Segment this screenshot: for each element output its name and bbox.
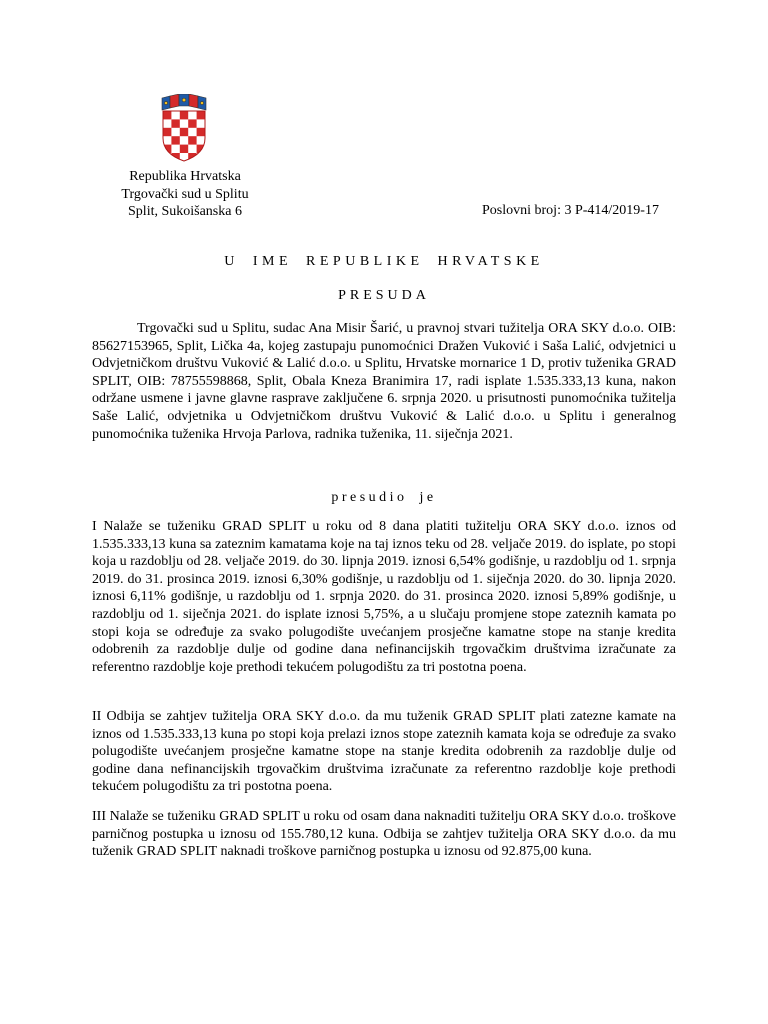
- court-line-address: Split, Sukoišanska 6: [128, 204, 242, 219]
- court-line-name: Trgovački sud u Splitu: [121, 186, 249, 202]
- case-number: Poslovni broj: 3 P-414/2019-17: [482, 203, 659, 218]
- document-subtitle: PRESUDA: [338, 288, 430, 303]
- verdict-heading: presudio je: [331, 490, 437, 505]
- court-address-block: [100, 168, 270, 221]
- croatian-coat-of-arms-icon: [160, 94, 208, 162]
- document-title: U IME REPUBLIKE HRVATSKE: [224, 254, 544, 269]
- verdict-item-3: III Nalaže se tuženiku GRAD SPLIT u roku od osam dana naknaditi tužitelju ORA SKY d.o.o. troškove parničnog postupka u iznosu od 155.780,12 kuna. Odbija se zahtjev tužitelja ORA SKY d.o.o. da mu tuženik GRAD SPLIT naknadi troškove parničnog postupka u iznosu od 92.875,00 kuna.: [92, 809, 676, 860]
- intro-paragraph: Trgovački sud u Splitu, sudac Ana Misir Šarić, u pravnoj stvari tužitelja ORA SKY d.o.o. OIB: 85627153965, Split, Lička 4a, kojeg zastupaju punomoćnici Dražen Vuković i Saša Lalić, odvjetnici u Odvjetničkom društvu Vuković & Lalić d.o.o. u Splitu, Hrvatske mornarice 1 D, protiv tuženika GRAD SPLIT, OIB: 78755598868, Split, Obala Kneza Branimira 17, radi isplate 1.535.333,13 kuna, nakon održane usmene i javne glavne rasprave zaključene 6. srpnja 2020. u prisutnosti punomoćnika tužitelja Saše Lalić, odvjetnika u Odvjetničkom društvu Vuković & Lalić d.o.o. u Splitu i generalnog punomoćnika tuženika Hrvoja Parlova, radnika tuženika, 11. siječnja 2021.: [92, 321, 676, 442]
- court-line-country: Republika Hrvatska: [129, 169, 241, 184]
- verdict-item-1: I Nalaže se tuženiku GRAD SPLIT u roku od 8 dana platiti tužitelju ORA SKY d.o.o. iznos od 1.535.333,13 kuna sa zateznim kamatama koje na taj iznos teku od 28. veljače 2019. do isplate, po stopi koja u razdoblju od 28. veljače 2019. do 30. lipnja 2019. iznosi 6,54% godišnje, u razdoblju od 1. srpnja 2019. do 31. prosinca 2019. iznosi 6,30% godišnje, u razdoblju od 1. siječnja 2020. do 30. lipnja 2020. iznosi 6,11% godišnje, u razdoblju od 1. srpnja 2020. do 31. prosinca 2020. iznosi 5,89% godišnje, u razdoblju od 1. siječnja 2021. do isplate iznosi 5,75%, a u slučaju promjene stope zateznih kamata po stopi koja se određuje za svako polugodište uvećanjem prosječne kamatne stope na stanje kredita odobrenih za razdoblje dulje od godine dana nefinancijskih trgovačkim društvima izračunate za referentno razdoblje koje prethodi tekućem polugodištu za tri postotna poena.: [92, 519, 676, 675]
- verdict-item-2: II Odbija se zahtjev tužitelja ORA SKY d.o.o. da mu tuženik GRAD SPLIT plati zatezne kamate na iznos od 1.535.333,13 kuna po stopi koja prelazi iznos stope zateznih kamata koja se određuje za svako polugodište uvećanjem prosječne kamatne stope na stanje kredita odobrenih za razdoblje dulje od godine dana nefinancijskih trgovačkim društvima izračunate za referentno razdoblje koje prethodi tekućem polugodištu za tri postotna poena.: [92, 709, 676, 795]
